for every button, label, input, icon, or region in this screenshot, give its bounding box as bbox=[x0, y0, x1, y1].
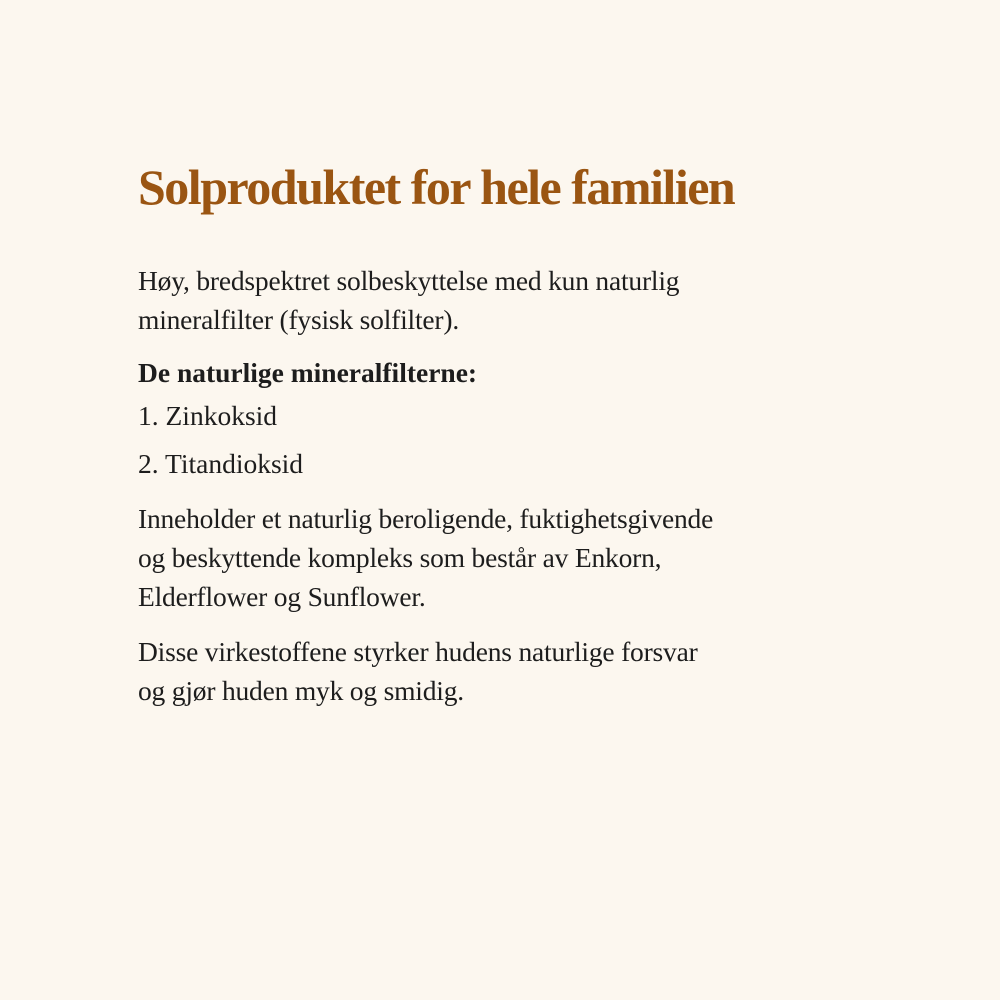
content-block bbox=[138, 160, 898, 710]
intro-line-2: mineralfilter (fysisk solfilter). bbox=[138, 304, 460, 335]
complex-line-3: Elderflower og Sunflower. bbox=[138, 581, 426, 612]
list-item: 1. Zinkoksid bbox=[138, 400, 278, 431]
mineral-filter-list-block bbox=[138, 353, 898, 483]
intro-paragraph bbox=[138, 261, 898, 339]
list-heading: De naturlige mineralfilterne: bbox=[138, 357, 478, 388]
benefits-paragraph bbox=[138, 632, 898, 710]
complex-paragraph bbox=[138, 499, 898, 616]
intro-line-1: Høy, bredspektret solbeskyttelse med kun naturlig bbox=[138, 265, 680, 296]
complex-line-1: Inneholder et naturlig beroligende, fuktighetsgivende bbox=[138, 503, 714, 534]
benefits-line-1: Disse virkestoffene styrker hudens naturlige forsvar bbox=[138, 636, 698, 667]
mineral-filter-list bbox=[138, 396, 898, 483]
benefits-line-2: og gjør huden myk og smidig. bbox=[138, 675, 464, 706]
complex-line-2: og beskyttende kompleks som består av Enkorn, bbox=[138, 542, 662, 573]
list-item: 2. Titandioksid bbox=[138, 448, 304, 479]
page-title: Solproduktet for hele familien bbox=[138, 159, 735, 215]
